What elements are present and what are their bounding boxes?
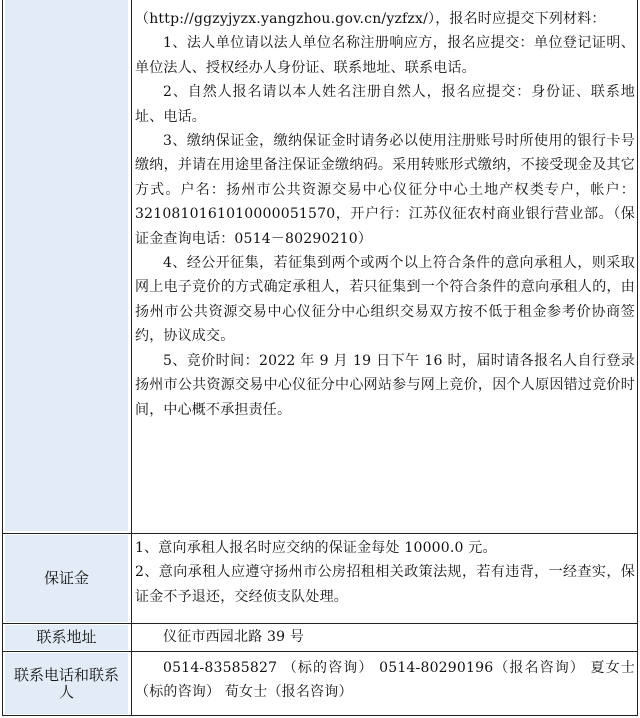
address-value: 仪征市西园北路 39 号 [163,629,305,645]
row-divider [2,623,638,624]
requirement-item: 4、经公开征集，若征集到两个或两个以上符合条件的意向承租人，则采取网上电子竞价的方式确定承租人，若只征集到一个符合条件的意向承租人的，由扬州市公共资源交易中心仪征分中心组织交易双方按不低于租金参考价协商签约，协议成交。 [135,255,635,345]
info-table [2,0,638,716]
contact-label: 联系电话和联系人 [5,653,128,714]
deposit-item: 2、意向承租人应遵守扬州市公房招租相关政策法规，若有违背，一经查实，保证金不予退还，交经侦支队处理。 [135,564,635,605]
deposit-item: 1、意向承租人报名时应交纳的保证金每处 10000.0 元。 [135,540,497,556]
table-border-right [637,0,638,716]
requirement-item: 1、法人单位请以法人单位名称注册响应方，报名应提交：单位登记证明、单位法人、授权经办人身份证、联系地址、联系电话。 [135,35,635,76]
row-divider [2,533,638,534]
requirement-item: 3、缴纳保证金，缴纳保证金时请务必以使用注册账号时所使用的银行卡号缴纳，并请在用途里备注保证金缴纳码。采用转账形式缴纳，不接受现金及其它方式。户名：扬州市公共资源交易中心仪征分中心土地产权类专户，帐户：3210810161010000051570，开户行：江苏仪征农村商业银行营业部。（保证金查询电话：0514－80290210） [135,133,635,247]
row-divider [2,651,638,652]
contact-cell [135,656,635,705]
requirements-label-cell [5,0,128,531]
requirement-item: 2、自然人报名请以本人姓名注册自然人，报名应提交：身份证、联系地址、电话。 [135,84,635,125]
contact-value: 0514-83585827 （标的咨询） 0514-80290196（报名咨询） 夏女士（标的咨询） 荀女士（报名咨询） [135,660,635,701]
requirements-cell [135,7,635,422]
deposit-cell [135,536,635,609]
deposit-label: 保证金 [5,535,128,622]
table-border-left [2,0,3,716]
address-label: 联系地址 [5,625,128,650]
requirements-intro: （http://ggzyjyzx.yangzhou.gov.cn/yzfzx/），报名时应提交下列材料： [135,11,606,27]
address-cell [135,625,635,649]
table-column-divider [131,0,132,716]
table-border-bottom [2,715,638,716]
requirement-item: 5、竞价时间：2022 年 9 月 19 日下午 16 时，届时请各报名人自行登录扬州市公共资源交易中心仪征分中心网站参与网上竞价，因个人原因错过竞价时间，中心概不承担责任。 [135,352,635,418]
